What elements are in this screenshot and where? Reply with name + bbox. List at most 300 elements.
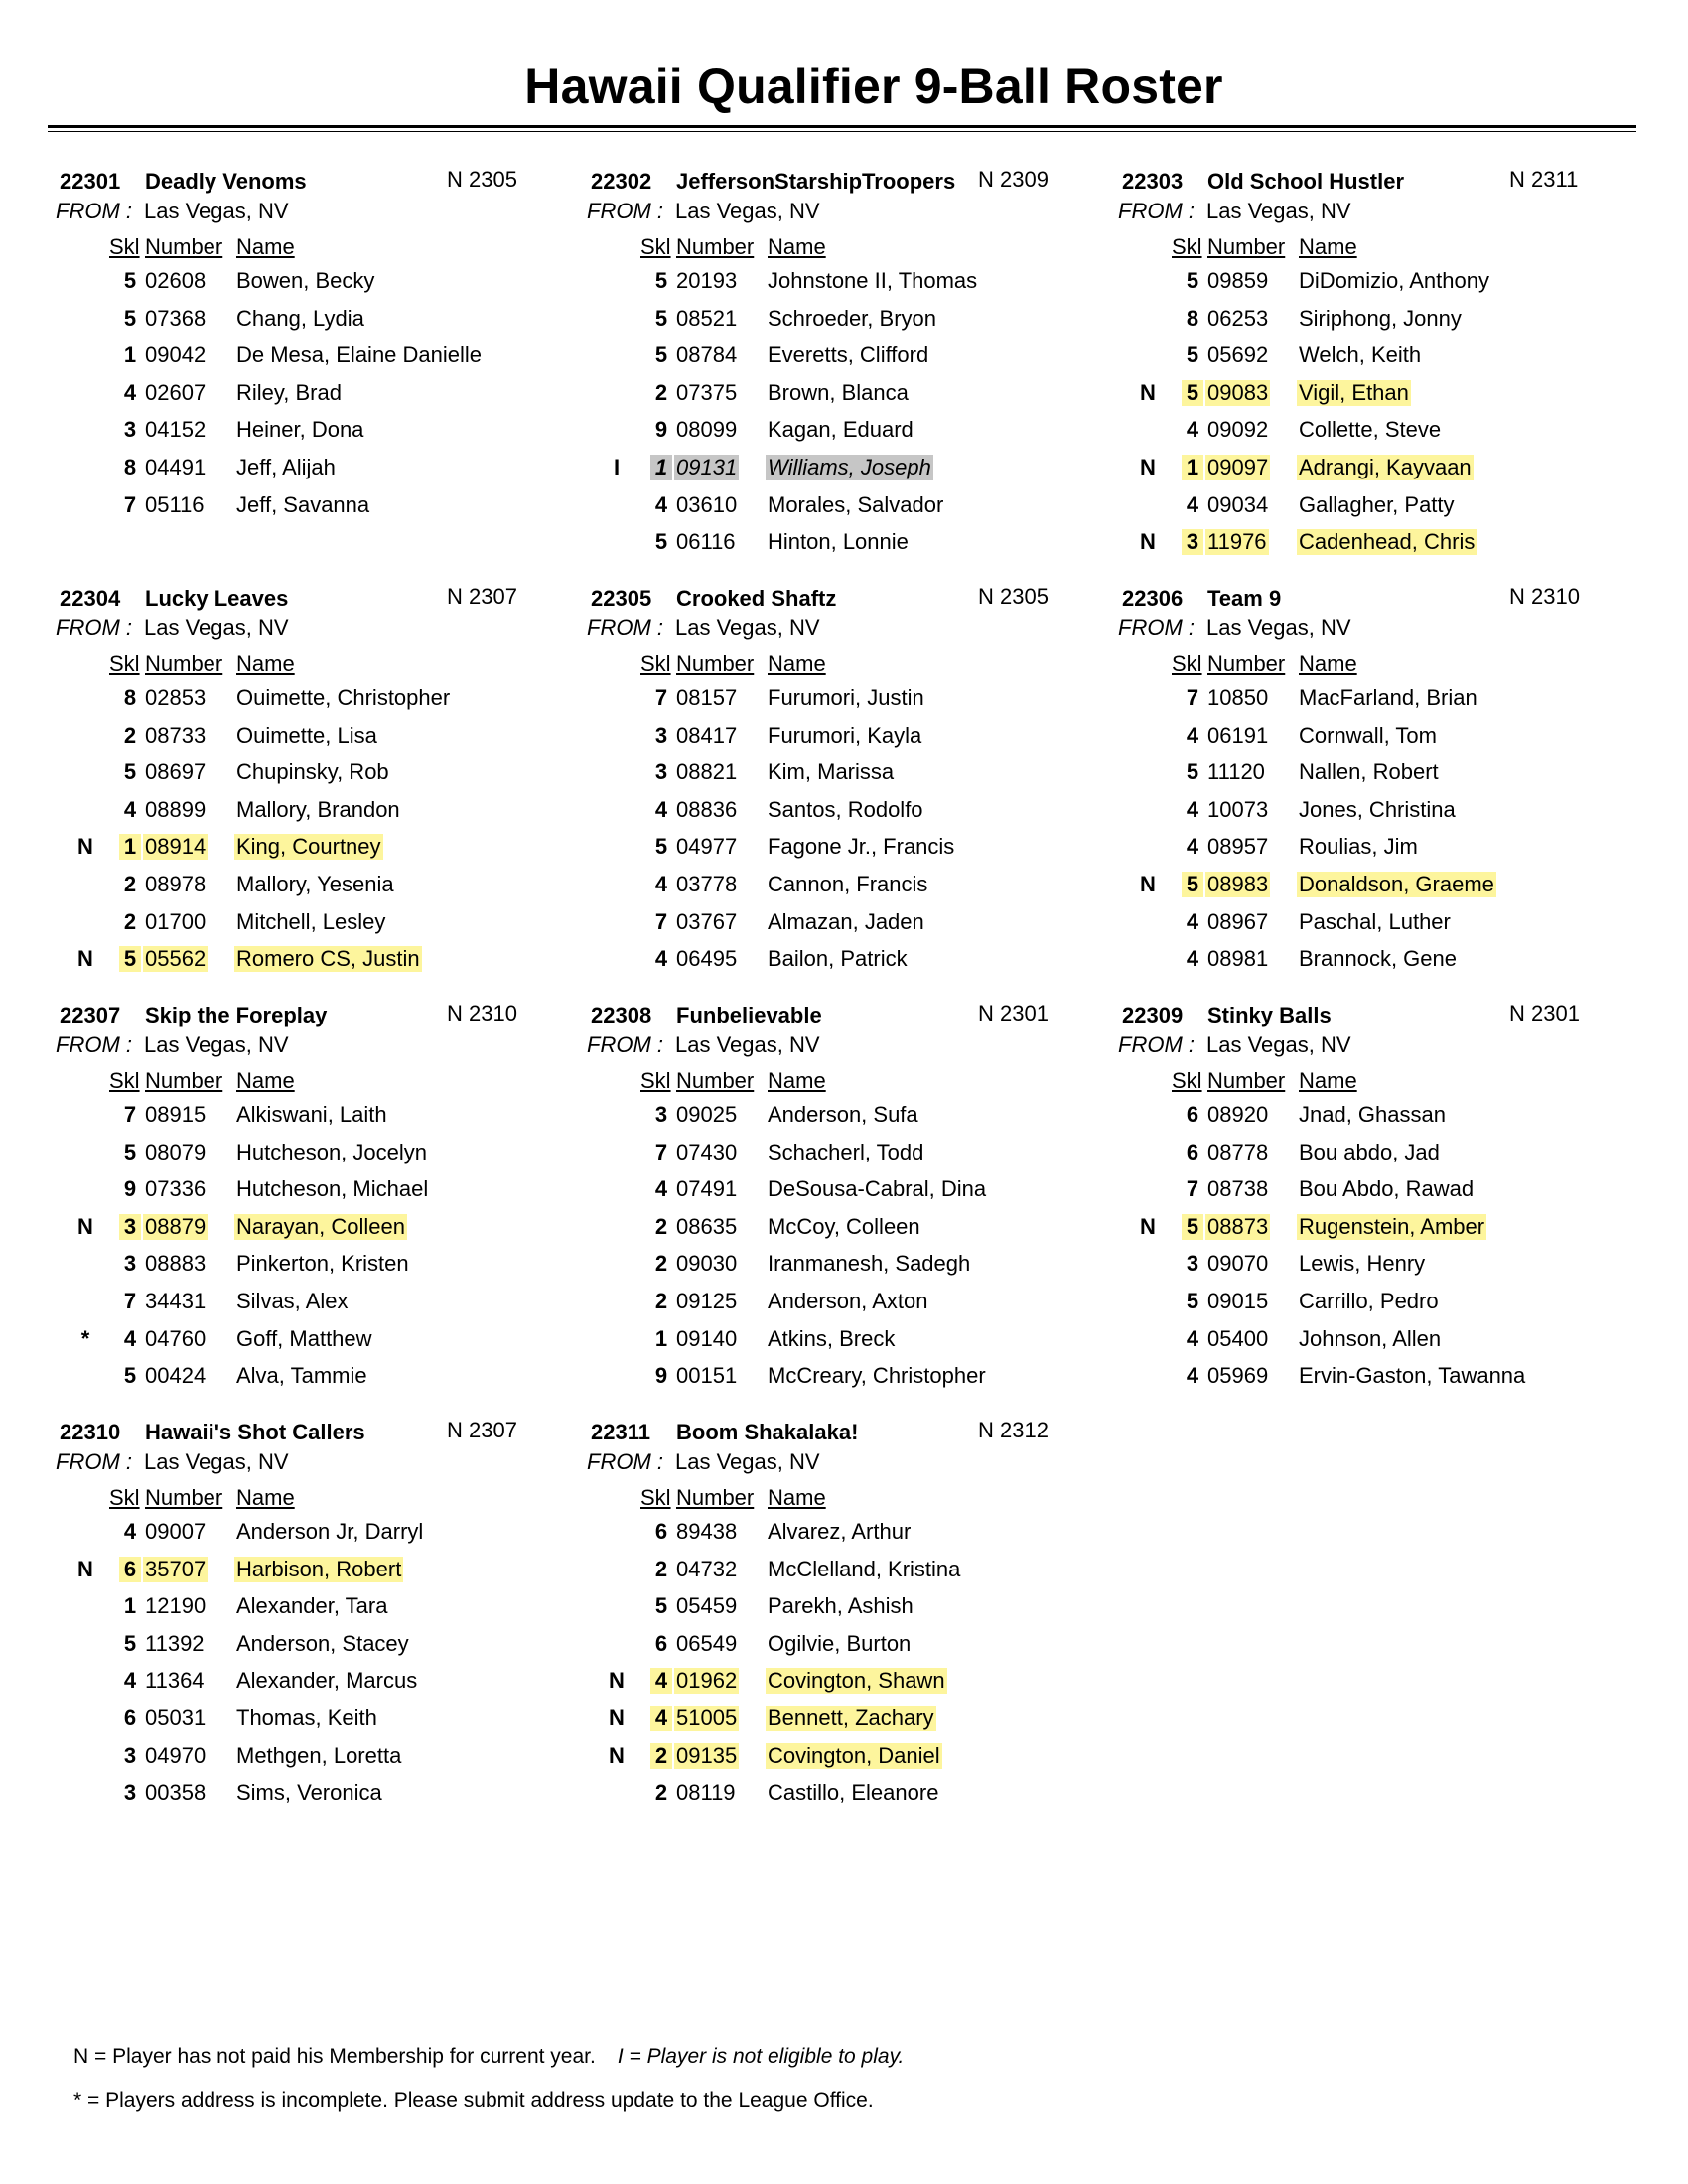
player-number: 08733 [145,722,207,748]
player-number: 10073 [1207,796,1269,822]
player-row [579,1359,1095,1397]
player-row [1110,830,1626,868]
player-skill: 4 [123,1519,137,1544]
player-row [48,1359,564,1397]
column-header-name: Name [768,234,826,259]
player-name: Schroeder, Bryon [768,305,936,331]
player-skill: 6 [654,1519,668,1544]
player-name: Narayan, Colleen [236,1213,405,1239]
player-name: Morales, Salvador [768,491,944,517]
player-name: Cannon, Francis [768,871,928,896]
player-row [579,719,1095,756]
player-number: 09030 [676,1251,738,1277]
roster-column-headers [1110,651,1626,679]
player-name: Kagan, Eduard [768,417,914,443]
player-name: Cornwall, Tom [1299,722,1437,748]
column-header-name: Name [768,1068,826,1093]
team-division: N 2305 [978,584,1049,609]
player-name: McCoy, Colleen [768,1213,920,1239]
player-name: Jeff, Savanna [236,491,370,517]
player-flag: N [1140,379,1156,405]
player-row [579,942,1095,980]
from-label: FROM : [56,615,132,640]
column-header-number: Number [145,1485,223,1510]
player-number: 08983 [1207,871,1269,896]
player-name: Hutcheson, Michael [236,1176,429,1202]
team-name: Team 9 [1207,586,1282,611]
player-name: Parekh, Ashish [768,1593,914,1619]
roster-list [1110,1098,1626,1397]
player-number: 04732 [676,1556,738,1581]
player-number: 00151 [676,1363,738,1389]
player-row [1110,525,1626,563]
team-header [1110,169,1626,199]
player-skill: 5 [1186,759,1199,785]
player-skill: 5 [654,834,668,860]
team-id: 22308 [591,1003,652,1027]
player-skill: 3 [1186,1251,1199,1277]
player-row [579,376,1095,414]
player-flag: N [609,1668,625,1694]
player-skill: 5 [1186,342,1199,368]
column-header-name: Name [1299,1068,1357,1093]
player-number: 02607 [145,379,207,405]
player-row [48,1515,564,1553]
roster-list [1110,264,1626,563]
player-row [579,868,1095,905]
player-skill: 5 [1182,380,1203,406]
player-name: Goff, Matthew [236,1325,372,1351]
player-flag: N [1140,529,1156,555]
player-row [579,1136,1095,1173]
player-skill: 5 [123,759,137,785]
player-skill: 1 [654,1325,668,1351]
player-row [1110,868,1626,905]
player-number: 08635 [676,1213,738,1239]
player-number: 09097 [1207,454,1269,479]
roster-column-headers [1110,234,1626,262]
team-location: Las Vegas, NV [675,199,820,223]
player-row [579,681,1095,719]
column-header-number: Number [676,234,755,259]
player-name: Lewis, Henry [1299,1251,1426,1277]
player-name: Nallen, Robert [1299,759,1439,785]
player-name: Rugenstein, Amber [1299,1213,1485,1239]
player-number: 08738 [1207,1176,1269,1202]
team-header [48,169,564,199]
column-header-skl: Skl [109,1485,140,1510]
player-number: 05562 [145,946,207,972]
player-number: 08778 [1207,1139,1269,1164]
player-row [48,302,564,340]
player-row [579,1247,1095,1285]
player-number: 05116 [145,491,205,517]
player-skill: 7 [654,1139,668,1164]
column-header-skl: Skl [109,1068,140,1093]
player-row [579,413,1095,451]
player-number: 00358 [145,1780,207,1806]
player-row [579,830,1095,868]
player-name: Iranmanesh, Sadegh [768,1251,971,1277]
player-name: Almazan, Jaden [768,908,924,934]
roster-column-headers [579,1485,1095,1513]
player-number: 07491 [676,1176,738,1202]
player-number: 51005 [676,1705,738,1730]
player-skill: 4 [654,491,668,517]
player-number: 89438 [676,1519,738,1544]
from-label: FROM : [1118,1032,1195,1057]
team-name: Skip the Foreplay [145,1003,328,1027]
player-skill: 4 [1186,722,1199,748]
legend-line-1 [73,2045,904,2069]
team-name: Crooked Shaftz [676,586,837,611]
player-skill: 7 [123,491,137,517]
player-number: 03778 [676,871,738,896]
player-name: Harbison, Robert [236,1556,402,1581]
player-number: 34431 [145,1288,207,1313]
player-skill: 4 [1186,834,1199,860]
player-name: DeSousa-Cabral, Dina [768,1176,987,1202]
roster-list [48,264,564,525]
player-number: 10850 [1207,685,1269,710]
player-row [48,488,564,526]
column-header-number: Number [145,234,223,259]
player-name: Anderson Jr, Darryl [236,1519,424,1544]
player-row [48,1627,564,1665]
player-skill: 2 [123,908,137,934]
from-label: FROM : [56,1032,132,1057]
player-number: 09034 [1207,491,1269,517]
from-label: FROM : [1118,615,1195,640]
player-number: 11120 [1207,759,1265,785]
team-from [587,1032,820,1058]
player-skill: 7 [654,908,668,934]
player-number: 08784 [676,342,738,368]
player-skill: 9 [123,1176,137,1202]
player-row [1110,1322,1626,1360]
player-skill: 4 [123,379,137,405]
player-row [48,1172,564,1210]
player-skill: 7 [123,1288,137,1313]
player-number: 05400 [1207,1325,1269,1351]
player-skill: 2 [650,1743,672,1769]
player-name: Silvas, Alex [236,1288,349,1313]
player-name: DiDomizio, Anthony [1299,268,1489,293]
player-skill: 5 [123,268,137,293]
team-location: Las Vegas, NV [1206,615,1351,640]
player-row [48,1098,564,1136]
player-name: Romero CS, Justin [236,946,420,972]
player-number: 09083 [1207,379,1269,405]
player-skill: 3 [654,1102,668,1127]
team-from [1118,615,1351,641]
player-row [48,1136,564,1173]
team-location: Las Vegas, NV [144,1449,289,1474]
roster-column-headers [48,1485,564,1513]
player-skill: 3 [123,1780,137,1806]
player-row [1110,1098,1626,1136]
player-number: 08521 [676,305,738,331]
team-id: 22302 [591,169,652,194]
team-division: N 2310 [1509,584,1580,609]
player-number: 08914 [145,834,207,860]
team-name: Boom Shakalaka! [676,1420,859,1444]
player-row [579,525,1095,563]
player-row [1110,1359,1626,1397]
player-row [48,1322,564,1360]
player-number: 08967 [1207,908,1269,934]
player-number: 09859 [1207,268,1269,293]
team-from [587,199,820,224]
team-id: 22306 [1122,586,1184,611]
player-name: Collette, Steve [1299,417,1442,443]
player-name: Ouimette, Christopher [236,685,451,710]
player-number: 05031 [145,1705,207,1730]
legend-incomplete: * = Players address is incomplete. Please submit address update to the League Office. [73,2089,874,2112]
player-name: Welch, Keith [1299,342,1422,368]
column-header-skl: Skl [640,1068,671,1093]
roster-list [579,681,1095,980]
player-name: Santos, Rodolfo [768,796,923,822]
team-block [579,169,1095,566]
player-number: 12190 [145,1593,207,1619]
team-header [579,169,1095,199]
player-row [48,1210,564,1248]
team-id: 22311 [591,1420,650,1444]
player-number: 08981 [1207,946,1269,972]
player-number: 08119 [676,1780,736,1806]
player-skill: 6 [1186,1102,1199,1127]
player-skill: 5 [654,342,668,368]
player-skill: 7 [1186,1176,1199,1202]
player-row [1110,719,1626,756]
player-name: Fagone Jr., Francis [768,834,955,860]
player-number: 11392 [145,1630,205,1656]
player-skill: 6 [123,1705,137,1730]
from-label: FROM : [56,1449,132,1474]
team-name: Old School Hustler [1207,169,1405,194]
player-number: 06191 [1207,722,1269,748]
column-header-number: Number [1207,1068,1286,1093]
team-location: Las Vegas, NV [1206,1032,1351,1057]
team-id: 22309 [1122,1003,1184,1027]
player-row [579,755,1095,793]
player-skill: 6 [119,1557,141,1582]
team-location: Las Vegas, NV [675,1032,820,1057]
player-row [579,1627,1095,1665]
column-header-skl: Skl [1172,651,1202,676]
team-header [1110,1003,1626,1032]
player-name: Alkiswani, Laith [236,1102,387,1127]
player-name: Jnad, Ghassan [1299,1102,1446,1127]
player-name: Covington, Daniel [768,1742,940,1768]
player-name: Cadenhead, Chris [1299,529,1476,555]
team-location: Las Vegas, NV [144,1032,289,1057]
player-row [1110,264,1626,302]
player-skill: 4 [1186,946,1199,972]
player-number: 07430 [676,1139,738,1164]
player-number: 02608 [145,268,207,293]
player-number: 03610 [676,491,738,517]
player-number: 04977 [676,834,738,860]
player-skill: 5 [654,268,668,293]
player-skill: 3 [119,1214,141,1240]
player-flag: N [1140,454,1156,479]
team-location: Las Vegas, NV [675,1449,820,1474]
team-block [48,169,564,566]
player-skill: 4 [654,796,668,822]
player-row [579,1589,1095,1627]
player-row [579,488,1095,526]
player-skill: 5 [1186,268,1199,293]
player-row [579,339,1095,376]
player-skill: 8 [123,685,137,710]
player-row [48,376,564,414]
player-skill: 4 [654,1176,668,1202]
player-row [48,681,564,719]
player-skill: 5 [654,529,668,555]
team-block [1110,586,1626,983]
player-row [579,1776,1095,1814]
column-header-number: Number [145,651,223,676]
player-skill: 5 [123,1139,137,1164]
team-block [48,586,564,983]
roster-list [1110,681,1626,980]
column-header-number: Number [1207,651,1286,676]
player-row [48,1247,564,1285]
player-name: Roulias, Jim [1299,834,1418,860]
player-skill: 5 [654,1593,668,1619]
player-name: Bou Abdo, Rawad [1299,1176,1475,1202]
team-location: Las Vegas, NV [675,615,820,640]
player-name: Williams, Joseph [768,454,931,479]
team-division: N 2301 [978,1001,1049,1025]
team-location: Las Vegas, NV [144,199,289,223]
player-name: Sims, Veronica [236,1780,382,1806]
player-number: 04491 [145,454,207,479]
player-skill: 1 [1182,455,1203,480]
player-name: Brannock, Gene [1299,946,1457,972]
player-skill: 4 [650,1668,672,1694]
player-name: Jeff, Alijah [236,454,336,479]
player-row [579,1098,1095,1136]
team-location: Las Vegas, NV [1206,199,1351,223]
team-block [579,586,1095,983]
player-name: Jones, Christina [1299,796,1456,822]
team-block [48,1003,564,1400]
player-row [48,264,564,302]
player-flag: N [609,1705,625,1730]
player-row [48,1702,564,1739]
team-header [48,586,564,615]
player-row [48,719,564,756]
team-block [48,1420,564,1817]
player-skill: 3 [654,722,668,748]
player-skill: 5 [1182,1214,1203,1240]
page-title: Hawaii Qualifier 9-Ball Roster [524,59,1223,114]
player-number: 05692 [1207,342,1269,368]
player-number: 03767 [676,908,738,934]
roster-list [48,1098,564,1397]
player-number: 11976 [1207,529,1267,555]
player-number: 06116 [676,529,736,555]
team-block [1110,169,1626,566]
team-name: Deadly Venoms [145,169,307,194]
column-header-number: Number [145,1068,223,1093]
player-row [579,451,1095,488]
player-row [1110,302,1626,340]
player-flag: I [613,454,621,479]
player-number: 09042 [145,342,207,368]
player-row [579,793,1095,831]
player-row [48,1285,564,1322]
player-number: 09092 [1207,417,1269,443]
player-row [1110,1172,1626,1210]
column-header-name: Name [1299,651,1357,676]
player-number: 06549 [676,1630,738,1656]
player-row [48,942,564,980]
player-row [48,1739,564,1777]
player-number: 09135 [676,1742,738,1768]
player-number: 08157 [676,685,738,710]
from-label: FROM : [587,199,663,223]
team-id: 22301 [60,169,121,194]
team-from [56,199,289,224]
player-skill: 4 [123,796,137,822]
player-name: Gallagher, Patty [1299,491,1455,517]
player-name: Heiner, Dona [236,417,364,443]
team-from [56,615,289,641]
player-skill: 1 [123,342,137,368]
player-skill: 4 [1186,1325,1199,1351]
player-name: McCreary, Christopher [768,1363,986,1389]
team-location: Las Vegas, NV [144,615,289,640]
player-name: Alexander, Marcus [236,1668,418,1694]
player-number: 01962 [676,1668,738,1694]
from-label: FROM : [587,615,663,640]
roster-list [48,1515,564,1814]
player-flag: N [609,1742,625,1768]
team-name: Stinky Balls [1207,1003,1332,1027]
player-skill: 1 [123,1593,137,1619]
player-number: 20193 [676,268,738,293]
team-id: 22307 [60,1003,121,1027]
player-row [48,905,564,943]
team-name: JeffersonStarshipTroopers [676,169,956,194]
player-row [1110,942,1626,980]
player-name: Johnson, Allen [1299,1325,1442,1351]
player-row [579,1739,1095,1777]
column-header-name: Name [768,651,826,676]
player-number: 09025 [676,1102,738,1127]
roster-column-headers [48,651,564,679]
player-name: Bowen, Becky [236,268,375,293]
team-from [56,1032,289,1058]
player-skill: 2 [123,722,137,748]
player-name: Atkins, Breck [768,1325,896,1351]
player-number: 01700 [145,908,207,934]
team-division: N 2307 [447,584,517,609]
player-row [1110,1210,1626,1248]
player-number: 08879 [145,1213,207,1239]
player-name: MacFarland, Brian [1299,685,1477,710]
player-row [579,1664,1095,1702]
player-number: 08417 [676,722,738,748]
player-name: Alvarez, Arthur [768,1519,912,1544]
legend-ineligible: I = Player is not eligible to play. [617,2045,905,2068]
player-row [48,1553,564,1590]
player-skill: 5 [1186,1288,1199,1313]
